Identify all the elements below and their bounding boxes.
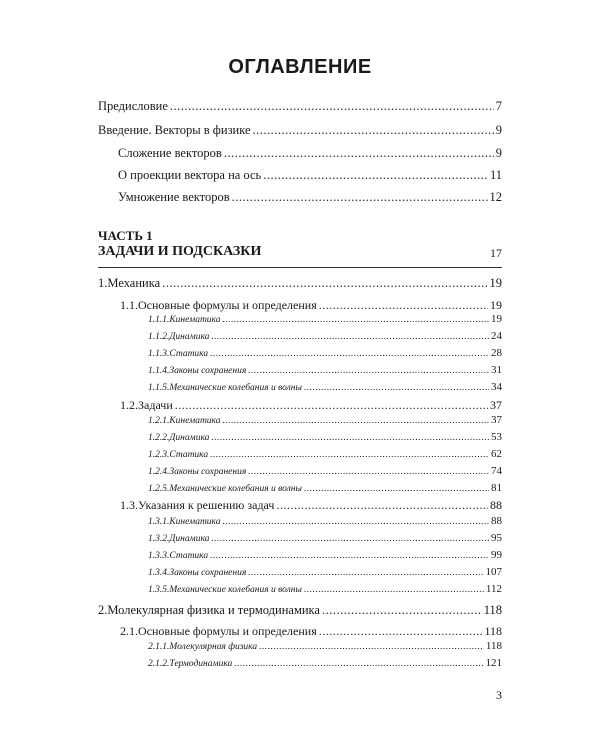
toc-entry-number: 1.2.2. <box>148 433 170 443</box>
toc-entry-1-2-1[interactable] <box>148 414 502 426</box>
toc-entry-label: Статика <box>169 349 209 359</box>
toc-entry-1-3-5[interactable] <box>148 583 502 595</box>
toc-entry-1-3-2[interactable] <box>148 532 502 544</box>
toc-entry-label: Динамика <box>169 433 210 443</box>
toc-entry-label: Кинематика <box>169 315 221 325</box>
leader-dots <box>162 276 487 291</box>
part-title[interactable]: ЗАДАЧИ И ПОДСКАЗКИ <box>98 244 262 259</box>
toc-entry-section-2-1[interactable] <box>120 624 502 639</box>
leader-dots <box>224 146 494 161</box>
toc-entry-page: 107 <box>485 566 502 578</box>
toc-entry-1-1-4[interactable] <box>148 364 502 376</box>
toc-entry-label: Законы сохранения <box>169 467 247 477</box>
toc-entry-page: 31 <box>491 364 502 376</box>
toc-entry-number: 1. <box>98 276 108 290</box>
leader-dots <box>223 416 489 426</box>
leader-dots <box>304 484 489 494</box>
toc-entry-number: 1.3.1. <box>148 517 170 527</box>
toc-entry-page: 19 <box>490 298 502 312</box>
toc-entry-section-1-1[interactable] <box>120 298 502 313</box>
toc-entry-number: 1.1. <box>120 298 138 312</box>
leader-dots <box>175 398 488 413</box>
toc-entry-label: Основные формулы и определения <box>138 298 317 312</box>
leader-dots <box>259 642 484 652</box>
toc-entry-1-3-3[interactable] <box>148 549 502 561</box>
leader-dots <box>248 366 489 376</box>
page-number: 3 <box>496 688 502 702</box>
leader-dots <box>248 467 489 477</box>
toc-entry-label: Механика <box>107 276 161 290</box>
leader-dots <box>211 332 489 342</box>
toc-entry-page: 9 <box>495 146 502 160</box>
toc-entry-label: Механические колебания и волны <box>169 585 302 595</box>
toc-entry-page: 118 <box>484 624 502 638</box>
leader-dots <box>304 585 484 595</box>
toc-entry-number: 1.2.4. <box>148 467 170 477</box>
toc-entry-page: 37 <box>490 398 502 412</box>
toc-entry-label: Законы сохранения <box>169 366 247 376</box>
toc-entry-number: 1.2. <box>120 398 138 412</box>
part-divider <box>98 267 502 268</box>
toc-entry-chapter-2[interactable] <box>98 603 502 618</box>
toc-entry-label: Молекулярная физика и термодинамика <box>107 603 320 617</box>
toc-entry-page: 112 <box>485 583 502 595</box>
toc-entry-1-1-2[interactable] <box>148 330 502 342</box>
toc-entry-chapter-1[interactable] <box>98 276 502 291</box>
toc-entry-1-2-2[interactable] <box>148 431 502 443</box>
toc-entry-page: 81 <box>491 482 502 494</box>
toc-entry-number: 1.1.2. <box>148 332 170 342</box>
leader-dots <box>210 450 489 460</box>
toc-entry-label: Сложение векторов <box>118 146 222 160</box>
toc-entry-label: Динамика <box>169 534 210 544</box>
toc-entry-page: 28 <box>491 347 502 359</box>
part-label: ЧАСТЬ 1 <box>98 228 153 243</box>
toc-entry-page: 12 <box>489 190 502 204</box>
toc-entry-number: 1.2.5. <box>148 484 170 494</box>
toc-entry-number: 1.1.3. <box>148 349 170 359</box>
leader-dots <box>210 349 489 359</box>
toc-entry-page: 19 <box>491 313 502 325</box>
leader-dots <box>223 517 489 527</box>
toc-entry-number: 1.1.5. <box>148 383 170 393</box>
toc-entry-page: 88 <box>490 498 502 512</box>
part-page: 17 <box>490 246 502 260</box>
toc-entry-number: 1.3. <box>120 498 138 512</box>
toc-entry-number: 1.1.4. <box>148 366 170 376</box>
page-title: ОГЛАВЛЕНИЕ <box>228 56 372 78</box>
toc-entry-preface[interactable] <box>98 99 502 114</box>
toc-entry-label: Предисловие <box>98 99 168 113</box>
leader-dots <box>223 315 489 325</box>
toc-entry-number: 1.3.4. <box>148 568 170 578</box>
toc-entry-1-2-3[interactable] <box>148 448 502 460</box>
toc-entry-number: 1.1.1. <box>148 315 170 325</box>
toc-entry-2-1-2[interactable] <box>148 657 502 669</box>
leader-dots <box>253 123 494 138</box>
leader-dots <box>319 624 483 639</box>
toc-entry-section-1-2[interactable] <box>120 398 502 413</box>
toc-entry-number: 1.2.3. <box>148 450 170 460</box>
toc-entry-page: 99 <box>491 549 502 561</box>
toc-entry-label: Механические колебания и волны <box>169 484 302 494</box>
toc-entry-page: 88 <box>491 515 502 527</box>
toc-entry-label: Указания к решению задач <box>138 498 275 512</box>
toc-entry-1-1-1[interactable] <box>148 313 502 325</box>
toc-entry-vector-addition[interactable] <box>118 146 502 161</box>
leader-dots <box>232 190 488 205</box>
toc-entry-page: 7 <box>495 99 502 113</box>
toc-entry-page: 34 <box>491 381 502 393</box>
toc-entry-number: 1.3.3. <box>148 551 170 561</box>
toc-entry-label: Основные формулы и определения <box>138 624 317 638</box>
toc-entry-label: Умножение векторов <box>118 190 230 204</box>
leader-dots <box>170 99 494 114</box>
toc-entry-label: Статика <box>169 450 209 460</box>
toc-entry-1-1-3[interactable] <box>148 347 502 359</box>
toc-entry-page: 74 <box>491 465 502 477</box>
toc-entry-number: 1.3.5. <box>148 585 170 595</box>
toc-entry-number: 2. <box>98 603 108 617</box>
toc-entry-page: 95 <box>491 532 502 544</box>
toc-entry-page: 19 <box>489 276 502 290</box>
leader-dots <box>304 383 489 393</box>
leader-dots <box>248 568 483 578</box>
toc-entry-2-1-1[interactable] <box>148 640 502 652</box>
leader-dots <box>234 659 483 669</box>
toc-entry-page: 121 <box>485 657 502 669</box>
leader-dots <box>319 298 488 313</box>
leader-dots <box>211 433 489 443</box>
toc-entry-page: 53 <box>491 431 502 443</box>
toc-entry-1-1-5[interactable] <box>148 381 502 393</box>
toc-entry-vector-multiplication[interactable] <box>118 190 502 205</box>
leader-dots <box>210 551 489 561</box>
leader-dots <box>276 498 488 513</box>
toc-entry-page: 24 <box>491 330 502 342</box>
toc-entry-label: Задачи <box>138 398 173 412</box>
toc-entry-label: О проекции вектора на ось <box>118 168 262 182</box>
toc-entry-label: Кинематика <box>169 517 221 527</box>
toc-entry-page: 11 <box>489 168 502 182</box>
toc-entry-page: 62 <box>491 448 502 460</box>
toc-entry-label: Законы сохранения <box>169 568 247 578</box>
leader-dots <box>322 603 482 618</box>
toc-entry-number: 2.1.2. <box>148 659 170 669</box>
toc-entry-section-1-3[interactable] <box>120 498 502 513</box>
toc-entry-label: Молекулярная физика <box>169 642 258 652</box>
toc-entry-label: Динамика <box>169 332 210 342</box>
toc-entry-introduction[interactable] <box>98 123 502 138</box>
toc-entry-number: 2.1. <box>120 624 138 638</box>
leader-dots <box>211 534 489 544</box>
toc-entry-label: Механические колебания и волны <box>169 383 302 393</box>
toc-entry-label: Термодинамика <box>169 659 233 669</box>
toc-entry-1-2-5[interactable] <box>148 482 502 494</box>
toc-entry-page: 118 <box>485 640 502 652</box>
toc-entry-number: 2.1.1. <box>148 642 170 652</box>
toc-entry-page: 9 <box>495 123 502 137</box>
toc-entry-label: Введение. Векторы в физике <box>98 123 251 137</box>
toc-entry-label: Статика <box>169 551 209 561</box>
toc-entry-1-3-1[interactable] <box>148 515 502 527</box>
toc-entry-page: 37 <box>491 414 502 426</box>
leader-dots <box>263 168 488 183</box>
toc-entry-number: 1.2.1. <box>148 416 170 426</box>
toc-entry-1-2-4[interactable] <box>148 465 502 477</box>
toc-entry-number: 1.3.2. <box>148 534 170 544</box>
toc-entry-vector-projection[interactable] <box>118 168 502 183</box>
toc-entry-label: Кинематика <box>169 416 221 426</box>
toc-entry-page: 118 <box>483 603 502 617</box>
toc-entry-1-3-4[interactable] <box>148 566 502 578</box>
